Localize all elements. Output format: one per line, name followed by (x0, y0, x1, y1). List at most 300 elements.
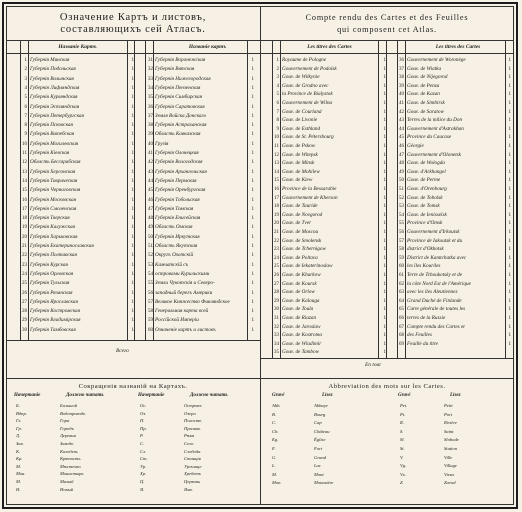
sheet-count: 1 (131, 76, 134, 82)
map-title: Gouv. de Saratow (407, 108, 444, 115)
map-title: Terre de Tchoukotsky et de (407, 272, 463, 278)
center-divider (260, 6, 261, 505)
sheet-count: 1 (383, 230, 386, 235)
map-title: Gouv. de Iekaterinoslaw (282, 263, 333, 270)
map-title: Губернія Черниговская (30, 187, 81, 194)
row-number: 62 (399, 281, 404, 287)
row-number: 54 (399, 212, 404, 218)
map-title: Géorgie (407, 143, 424, 149)
row-number: 26 (22, 290, 27, 296)
sheet-count: 1 (508, 126, 511, 132)
sheet-count: 1 (508, 161, 511, 167)
ru-title-rule (6, 40, 260, 41)
row-number: 38 (148, 123, 153, 129)
row-number: 11 (274, 144, 279, 149)
row-number: 24 (22, 271, 27, 277)
sheet-count: 1 (251, 58, 254, 63)
map-title: des Feuilles (407, 332, 432, 339)
ru-header-rule (6, 53, 260, 54)
sheet-count: 1 (251, 113, 254, 119)
row-number: 58 (148, 309, 153, 315)
sheet-count: 1 (251, 95, 254, 101)
abbr-fr-head4: Lisez (450, 393, 461, 398)
abbr-engraved: Vx. (400, 471, 406, 477)
abbr-reading: Озеро (184, 410, 196, 416)
row-number: 37 (148, 113, 153, 119)
abbr-engraved: Abb. (272, 403, 281, 408)
map-title: Губернія Псковская (30, 122, 73, 129)
row-number: 32 (274, 324, 279, 330)
abbr-reading: Монастырь (60, 471, 84, 477)
row-number: 27 (274, 281, 279, 287)
sheet-count: 1 (131, 113, 134, 119)
row-number: 39 (148, 132, 153, 138)
row-number: 52 (399, 195, 404, 201)
sheet-count: 1 (251, 206, 254, 212)
sheet-count: 1 (383, 298, 386, 304)
abbr-fr-head2: Lisez (322, 393, 333, 398)
map-title: Gouv. d'Orenbourg (407, 186, 447, 192)
row-number: 39 (399, 83, 404, 89)
abbr-reading: Église (314, 437, 326, 443)
row-number: 1 (24, 58, 27, 63)
sheet-count: 1 (131, 58, 134, 63)
map-title: Royaume de Pologne (282, 57, 327, 63)
row-number: 27 (22, 299, 27, 305)
map-title: Gouv. de Pskow (282, 143, 316, 149)
row-number: 19 (22, 225, 27, 231)
sheet-count: 1 (131, 123, 134, 129)
map-title: Gouv. de Toula (282, 306, 314, 313)
abbr-reading: Grand (314, 454, 326, 460)
abbr-reading: Островъ (184, 403, 202, 408)
sheet-count: 1 (251, 132, 254, 138)
sheet-count: 1 (508, 109, 511, 115)
row-number: 51 (399, 187, 404, 192)
sheet-count: 1 (251, 244, 254, 249)
left-title-line2: составляющихъ сей Атласъ. (60, 24, 206, 35)
map-title: Province d'Omsk (407, 220, 443, 227)
abbr-engraved: Зав. (16, 441, 24, 446)
row-number: 5 (24, 95, 27, 101)
sheet-count: 1 (383, 144, 386, 149)
abbr-reading: Rivière (444, 420, 458, 426)
sheet-count: 1 (251, 188, 254, 194)
row-number: 25 (22, 281, 27, 287)
row-number: 41 (148, 151, 153, 156)
map-title: Province du Caucase (407, 134, 452, 141)
abbr-reading: Городъ (60, 425, 74, 431)
row-number: 20 (22, 234, 27, 240)
map-title: Означеніе картъ и листовъ (155, 326, 216, 333)
map-title: Губернія Курская (30, 261, 68, 268)
sheet-count: 1 (131, 169, 134, 175)
map-title: Gouv. de Esthland (282, 125, 321, 132)
map-title: Губернія Ярославская (30, 298, 78, 305)
abbr-engraved: Д. (16, 433, 21, 439)
map-title: островами Курильскими (155, 270, 210, 277)
map-title: Земля Войска Донскаго (155, 112, 207, 119)
sheet-count: 1 (383, 101, 386, 106)
row-number: 65 (399, 307, 404, 313)
abbr-ru-head4: Должно читать (190, 393, 228, 398)
map-title: Gouv. de Riazan (282, 315, 317, 321)
abbr-reading: Церковь (184, 479, 201, 484)
sheet-count: 1 (383, 264, 386, 270)
map-title: Province de Iakoutsk et du (407, 237, 463, 244)
map-title: Губернія Вятская (155, 66, 195, 73)
row-number: 69 (399, 341, 404, 347)
row-number: 43 (399, 118, 404, 124)
abbr-fr-head1: Gravé (272, 393, 285, 398)
map-title: Губернія Харьковская (30, 233, 78, 240)
sheet-count: 1 (131, 85, 134, 91)
sheet-count: 1 (383, 212, 386, 218)
sheet-count: 1 (508, 58, 511, 63)
abbr-reading: Станція (184, 456, 201, 462)
abbr-engraved: Р. (140, 433, 144, 439)
map-title: Губернія Владимірская (30, 317, 81, 324)
map-title: Губернія Екатеринославская (30, 243, 94, 249)
sheet-count: 1 (508, 290, 511, 296)
row-number: 64 (399, 298, 404, 304)
sheet-count: 1 (508, 341, 511, 347)
sheet-count: 1 (383, 281, 386, 287)
abbr-engraved: G. (272, 454, 277, 460)
sheet-count: 1 (131, 281, 134, 287)
row-number: 28 (274, 290, 279, 296)
map-title: Gouv. de Kharkow (282, 272, 321, 278)
map-title: Губернія Архангельская (155, 168, 207, 175)
sheet-count: 1 (508, 66, 511, 72)
row-number: 44 (399, 126, 404, 132)
map-title: Gouv. de Wiatka (407, 65, 442, 72)
map-title: Gouv. de Moscou (282, 229, 319, 235)
map-title: Губернія Витебская (30, 131, 75, 138)
sheet-count: 1 (383, 152, 386, 158)
sheet-count: 1 (251, 85, 254, 91)
abbr-engraved: Ос. (140, 403, 147, 408)
map-title: Округъ Охотскій (155, 252, 194, 259)
sheet-count: 1 (383, 187, 386, 192)
sheet-count: 1 (131, 309, 134, 315)
row-number: 53 (148, 262, 153, 268)
map-title: Gouv. de Kazan (407, 91, 440, 98)
map-title: Gouv. de Tauride (282, 203, 318, 210)
abbr-engraved: Пр. (140, 425, 147, 431)
sheet-count: 1 (131, 216, 134, 222)
map-title: западный берегъ Америки (155, 289, 213, 296)
row-number: 60 (148, 327, 153, 333)
abbr-engraved: Я. (140, 486, 145, 492)
abbr-ru-head2: Должно читать (66, 393, 104, 398)
map-title: Губернія Минская (30, 57, 70, 63)
abbr-reading: Хребетъ (184, 471, 202, 477)
row-number: 23 (22, 262, 27, 268)
abbr-reading: Малый (60, 479, 74, 484)
sheet-count: 1 (508, 178, 511, 184)
abbr-engraved: Ц. (140, 479, 145, 484)
abbr-engraved: Pt. (400, 411, 406, 417)
abbr-reading: Водопроводъ (60, 410, 86, 416)
row-number: 9 (276, 126, 279, 132)
sheet-count: 1 (131, 178, 134, 184)
map-title: Губернія Волынская (30, 75, 74, 82)
abbr-engraved: Оз. (140, 410, 147, 416)
map-title: Губернія Иркутская (155, 233, 200, 240)
map-title: Губернія Тамбовская (30, 326, 76, 333)
sheet-count: 1 (383, 341, 386, 347)
map-title: avec les îles Aleutiennes (407, 289, 458, 296)
sheet-count: 1 (383, 255, 386, 261)
sheet-count: 1 (508, 169, 511, 175)
fr-title-rule (260, 40, 514, 41)
map-title: Gouv. de Nijegorod (407, 74, 448, 81)
row-number: 35 (274, 350, 279, 356)
row-number: 25 (274, 264, 279, 270)
row-number: 50 (148, 234, 153, 240)
row-number: 11 (22, 151, 27, 156)
row-number: 37 (399, 66, 404, 72)
map-title: Carte générale de toutes les (407, 306, 466, 313)
map-title: Gouvernement d'Olonetsk (407, 151, 461, 158)
map-title: Губернія Подольская (30, 66, 76, 73)
row-number: 2 (276, 66, 279, 72)
map-title: Terres de la milice du Don (407, 117, 463, 124)
row-number: 6 (276, 101, 279, 106)
row-number: 23 (274, 247, 279, 253)
map-title: Губернія Олонецкая (155, 150, 199, 156)
map-title: Губернія Тверская (30, 215, 70, 222)
map-title: Gouvernement d'Astrakhan (407, 125, 464, 132)
row-number: 58 (399, 247, 404, 253)
map-title: Губернія Полтавская (30, 252, 77, 259)
sheet-count: 1 (508, 83, 511, 89)
row-number: 60 (399, 264, 404, 270)
abbr-reading: Погостъ (184, 418, 202, 424)
sheet-count: 1 (383, 307, 386, 313)
sheet-count: 1 (251, 234, 254, 240)
map-title: Губернія Могилевская (30, 140, 79, 147)
row-number: 10 (22, 141, 27, 147)
map-title: Gouv. de Kiew (282, 177, 313, 184)
sheet-count: 1 (508, 324, 511, 330)
row-number: 59 (399, 255, 404, 261)
abbr-engraved: F. (272, 446, 276, 451)
abbr-engraved: Vg. (400, 463, 407, 469)
row-number: 31 (274, 316, 279, 321)
row-number: 48 (399, 161, 404, 167)
sheet-count: 1 (508, 273, 511, 278)
row-number: 4 (276, 83, 279, 89)
map-title: les îles Kouriles (407, 263, 441, 270)
abbr-engraved: M. (272, 471, 277, 477)
map-title: Губернія Пермская (155, 177, 197, 184)
sheet-count: 1 (131, 318, 134, 324)
sheet-count: 1 (508, 152, 511, 158)
abbr-reading: Мѣстечко (60, 463, 81, 469)
row-number: 29 (22, 318, 27, 324)
abbr-engraved: R. (400, 420, 404, 426)
map-title: Губернія Рязанская (30, 289, 73, 296)
map-title: Губернія Оренбургская (155, 187, 206, 194)
row-number: 49 (399, 169, 404, 175)
abbr-reading: Гора (60, 418, 70, 424)
map-title: Compte rendu des Cartes et (407, 323, 465, 330)
map-title: Великое Княжество Финляндское (155, 298, 230, 305)
abbr-reading: Vieux (444, 471, 455, 477)
map-title: Gouvernement de Wilna (282, 100, 333, 106)
sheet-count: 1 (508, 298, 511, 304)
sheet-count: 1 (251, 178, 254, 184)
row-number: 53 (399, 204, 404, 210)
abbr-engraved: Сл. (140, 448, 147, 454)
row-number: 35 (148, 95, 153, 101)
map-title: Gouv. de Witepsk (282, 151, 318, 158)
row-number: 34 (274, 341, 279, 347)
row-number: 56 (399, 230, 404, 235)
row-number: 13 (22, 169, 27, 175)
row-number: 26 (274, 273, 279, 278)
sheet-count: 1 (508, 281, 511, 287)
abbr-fr-head3: Gravé (398, 393, 411, 398)
row-number: 40 (148, 141, 153, 147)
map-title: Gouv. de Jaroslaw (282, 323, 321, 330)
row-number: 3 (24, 76, 27, 82)
map-title: Gouv. de Tambow (282, 349, 320, 356)
map-title: Gouvernement de Kherson (282, 194, 338, 201)
abbr-reading: Station (444, 446, 458, 451)
row-number: 34 (148, 85, 153, 91)
left-title-line1: Означение Картъ и листовъ, (59, 12, 207, 23)
sheet-count: 1 (131, 225, 134, 231)
abbr-fr-title: Abbreviation des mots sur les Cartes. (328, 383, 446, 390)
sheet-count: 1 (383, 161, 386, 167)
row-number: 4 (24, 85, 27, 91)
ru-col2-header: Названіе картъ (188, 44, 227, 50)
row-number: 17 (274, 195, 279, 201)
row-number: 46 (399, 144, 404, 149)
row-number: 19 (274, 212, 279, 218)
map-title: Gouv. de Tchernigow (282, 246, 326, 253)
map-title: Губернія Калужская (30, 224, 75, 231)
row-number: 13 (274, 161, 279, 167)
row-number: 38 (399, 75, 404, 81)
map-title: Gouvernement de Woronège (407, 57, 466, 63)
sheet-count: 1 (251, 253, 254, 259)
abbr-ru-head1: Начертаніе (14, 393, 41, 398)
abbr-reading: Село (184, 441, 194, 446)
abbr-engraved: L. (272, 463, 276, 469)
row-number: 45 (399, 135, 404, 141)
abbr-reading: Cap (314, 420, 322, 426)
fr-rule (386, 40, 387, 358)
row-number: 33 (148, 76, 153, 82)
sheet-count: 1 (251, 281, 254, 287)
row-number: 28 (22, 309, 27, 315)
row-number: 30 (274, 307, 279, 313)
row-number: 14 (274, 169, 279, 175)
row-number: 41 (399, 101, 404, 106)
map-title: Губернія Херсонская (30, 168, 76, 175)
abbr-reading: Port (444, 411, 453, 417)
fr-total-label: En tout (365, 362, 381, 368)
map-title: Gouv. de Orlow (282, 289, 315, 296)
sheet-count: 1 (383, 273, 386, 278)
abbr-engraved: Z. (400, 480, 404, 486)
map-title: Gouv. de Koursk (282, 280, 317, 287)
map-title: Губернія Кіевская (30, 150, 70, 156)
sheet-count: 1 (508, 221, 511, 227)
abbr-reading: Fort (314, 446, 323, 451)
row-number: 44 (148, 178, 153, 184)
abbr-divider (6, 378, 514, 379)
sheet-count: 1 (383, 204, 386, 210)
map-title: Province de la Bessarabie (282, 186, 337, 192)
map-title: Gouv. de Minsk (282, 160, 315, 167)
map-title: Gouvernement de Podolsk (282, 65, 337, 72)
abbr-reading: Заводъ (60, 441, 74, 446)
abbr-reading: Большой (60, 403, 78, 408)
sheet-count: 1 (383, 195, 386, 201)
abbr-reading: Ямъ (184, 486, 193, 492)
row-number: 63 (399, 290, 404, 296)
row-number: 45 (148, 188, 153, 194)
abbr-engraved: М. (16, 479, 21, 484)
map-title: Губернія Тобольская (155, 196, 200, 203)
sheet-count: 1 (508, 333, 511, 339)
row-number: 15 (274, 178, 279, 184)
row-number: 55 (399, 221, 404, 227)
map-title: Губернія Эстляндская (30, 103, 80, 110)
row-number: 30 (22, 327, 27, 333)
sheet-count: 1 (131, 132, 134, 138)
sheet-count: 1 (508, 316, 511, 321)
sheet-count: 1 (383, 126, 386, 132)
sheet-count: 1 (131, 262, 134, 268)
abbr-ru-head3: Начертаніе (138, 393, 165, 398)
sheet-count: 1 (508, 144, 511, 149)
sheet-count: 1 (131, 271, 134, 277)
sheet-count: 1 (131, 290, 134, 296)
sheet-count: 1 (251, 309, 254, 315)
map-title: Область Кавказская (155, 131, 201, 138)
row-number: 43 (148, 169, 153, 175)
map-title: Губернія Таврическая (30, 177, 78, 184)
abbr-ru-title: Сокращенія названій на Картахъ. (78, 383, 188, 390)
right-title-line1: Compte rendu des Cartes et des Feuilles (305, 13, 469, 22)
sheet-count: 1 (131, 197, 134, 203)
sheet-count: 1 (508, 307, 511, 313)
sheet-count: 1 (131, 104, 134, 110)
abbr-engraved: Вдпр. (16, 410, 27, 416)
row-number: 7 (24, 113, 27, 119)
sheet-count: 1 (508, 230, 511, 235)
row-number: 21 (22, 244, 27, 249)
map-title: Gouv. de Ienisseïsk (407, 211, 447, 218)
abbr-engraved: Eg. (272, 437, 279, 443)
map-title: Gouv. de Tomsk (407, 203, 440, 210)
map-title: Gouv. de Penza (407, 82, 440, 89)
right-title-line2: qui composent cet Atlas. (337, 25, 437, 34)
row-number: 1 (276, 58, 279, 63)
abbr-engraved: St. (400, 446, 405, 451)
sheet-count: 1 (383, 221, 386, 227)
row-number: 36 (399, 58, 404, 63)
row-number: 47 (148, 206, 153, 212)
map-title: Область Омская (155, 224, 193, 231)
sheet-count: 1 (508, 204, 511, 210)
